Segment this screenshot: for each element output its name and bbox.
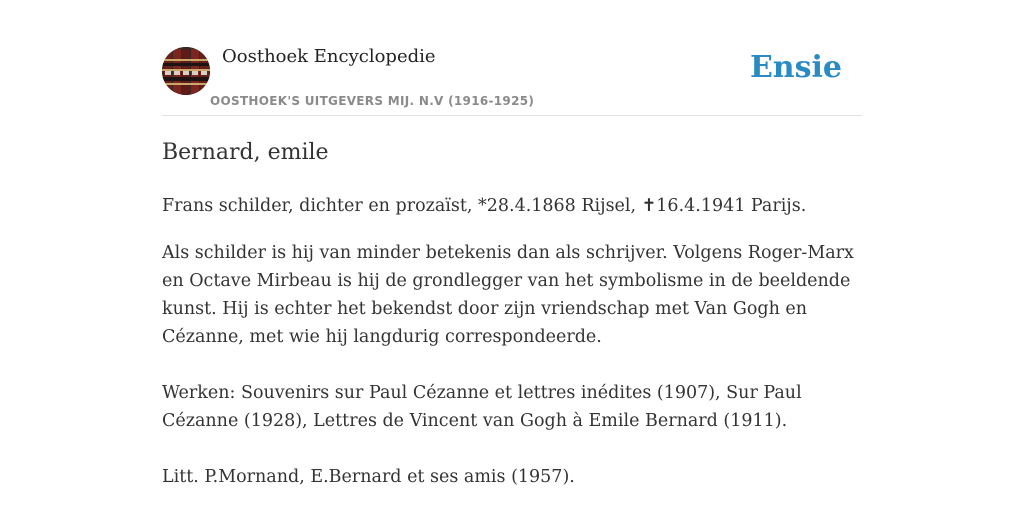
- source-header: [162, 0, 862, 116]
- encyclopedia-books-icon[interactable]: [162, 47, 210, 95]
- article-title: Bernard, emile: [162, 140, 329, 165]
- paragraph-spacer: [162, 351, 862, 379]
- ensie-logo-link[interactable]: Ensie: [749, 50, 842, 85]
- source-subtitle: OOSTHOEK'S UITGEVERS MIJ. N.V (1916-1925): [210, 94, 535, 108]
- article-page: [162, 0, 862, 512]
- source-name[interactable]: Oosthoek Encyclopedie: [222, 46, 436, 67]
- article-works: Werken: Souvenirs sur Paul Cézanne et lettres inédites (1907), Sur Paul Cézanne (1928), Lettres de Vincent van Gogh à Emile Bernard (1911).: [162, 383, 802, 431]
- paragraph-spacer: [162, 435, 862, 463]
- article-literature: Litt. P.Mornand, E.Bernard et ses amis (1957).: [162, 467, 575, 487]
- article-lead: Frans schilder, dichter en prozaïst, *28.4.1868 Rijsel, ✝16.4.1941 Parijs.: [162, 196, 807, 216]
- article-paragraph: Als schilder is hij van minder betekenis dan als schrijver. Volgens Roger-Marx en Octave Mirbeau is hij de grondlegger van het symbolisme in de beeldende kunst. Hij is echter het bekendst door zijn vriendschap met Van Gogh en Cézanne, met wie hij langdurig correspondeerde.: [162, 243, 854, 347]
- article-body: [162, 192, 862, 491]
